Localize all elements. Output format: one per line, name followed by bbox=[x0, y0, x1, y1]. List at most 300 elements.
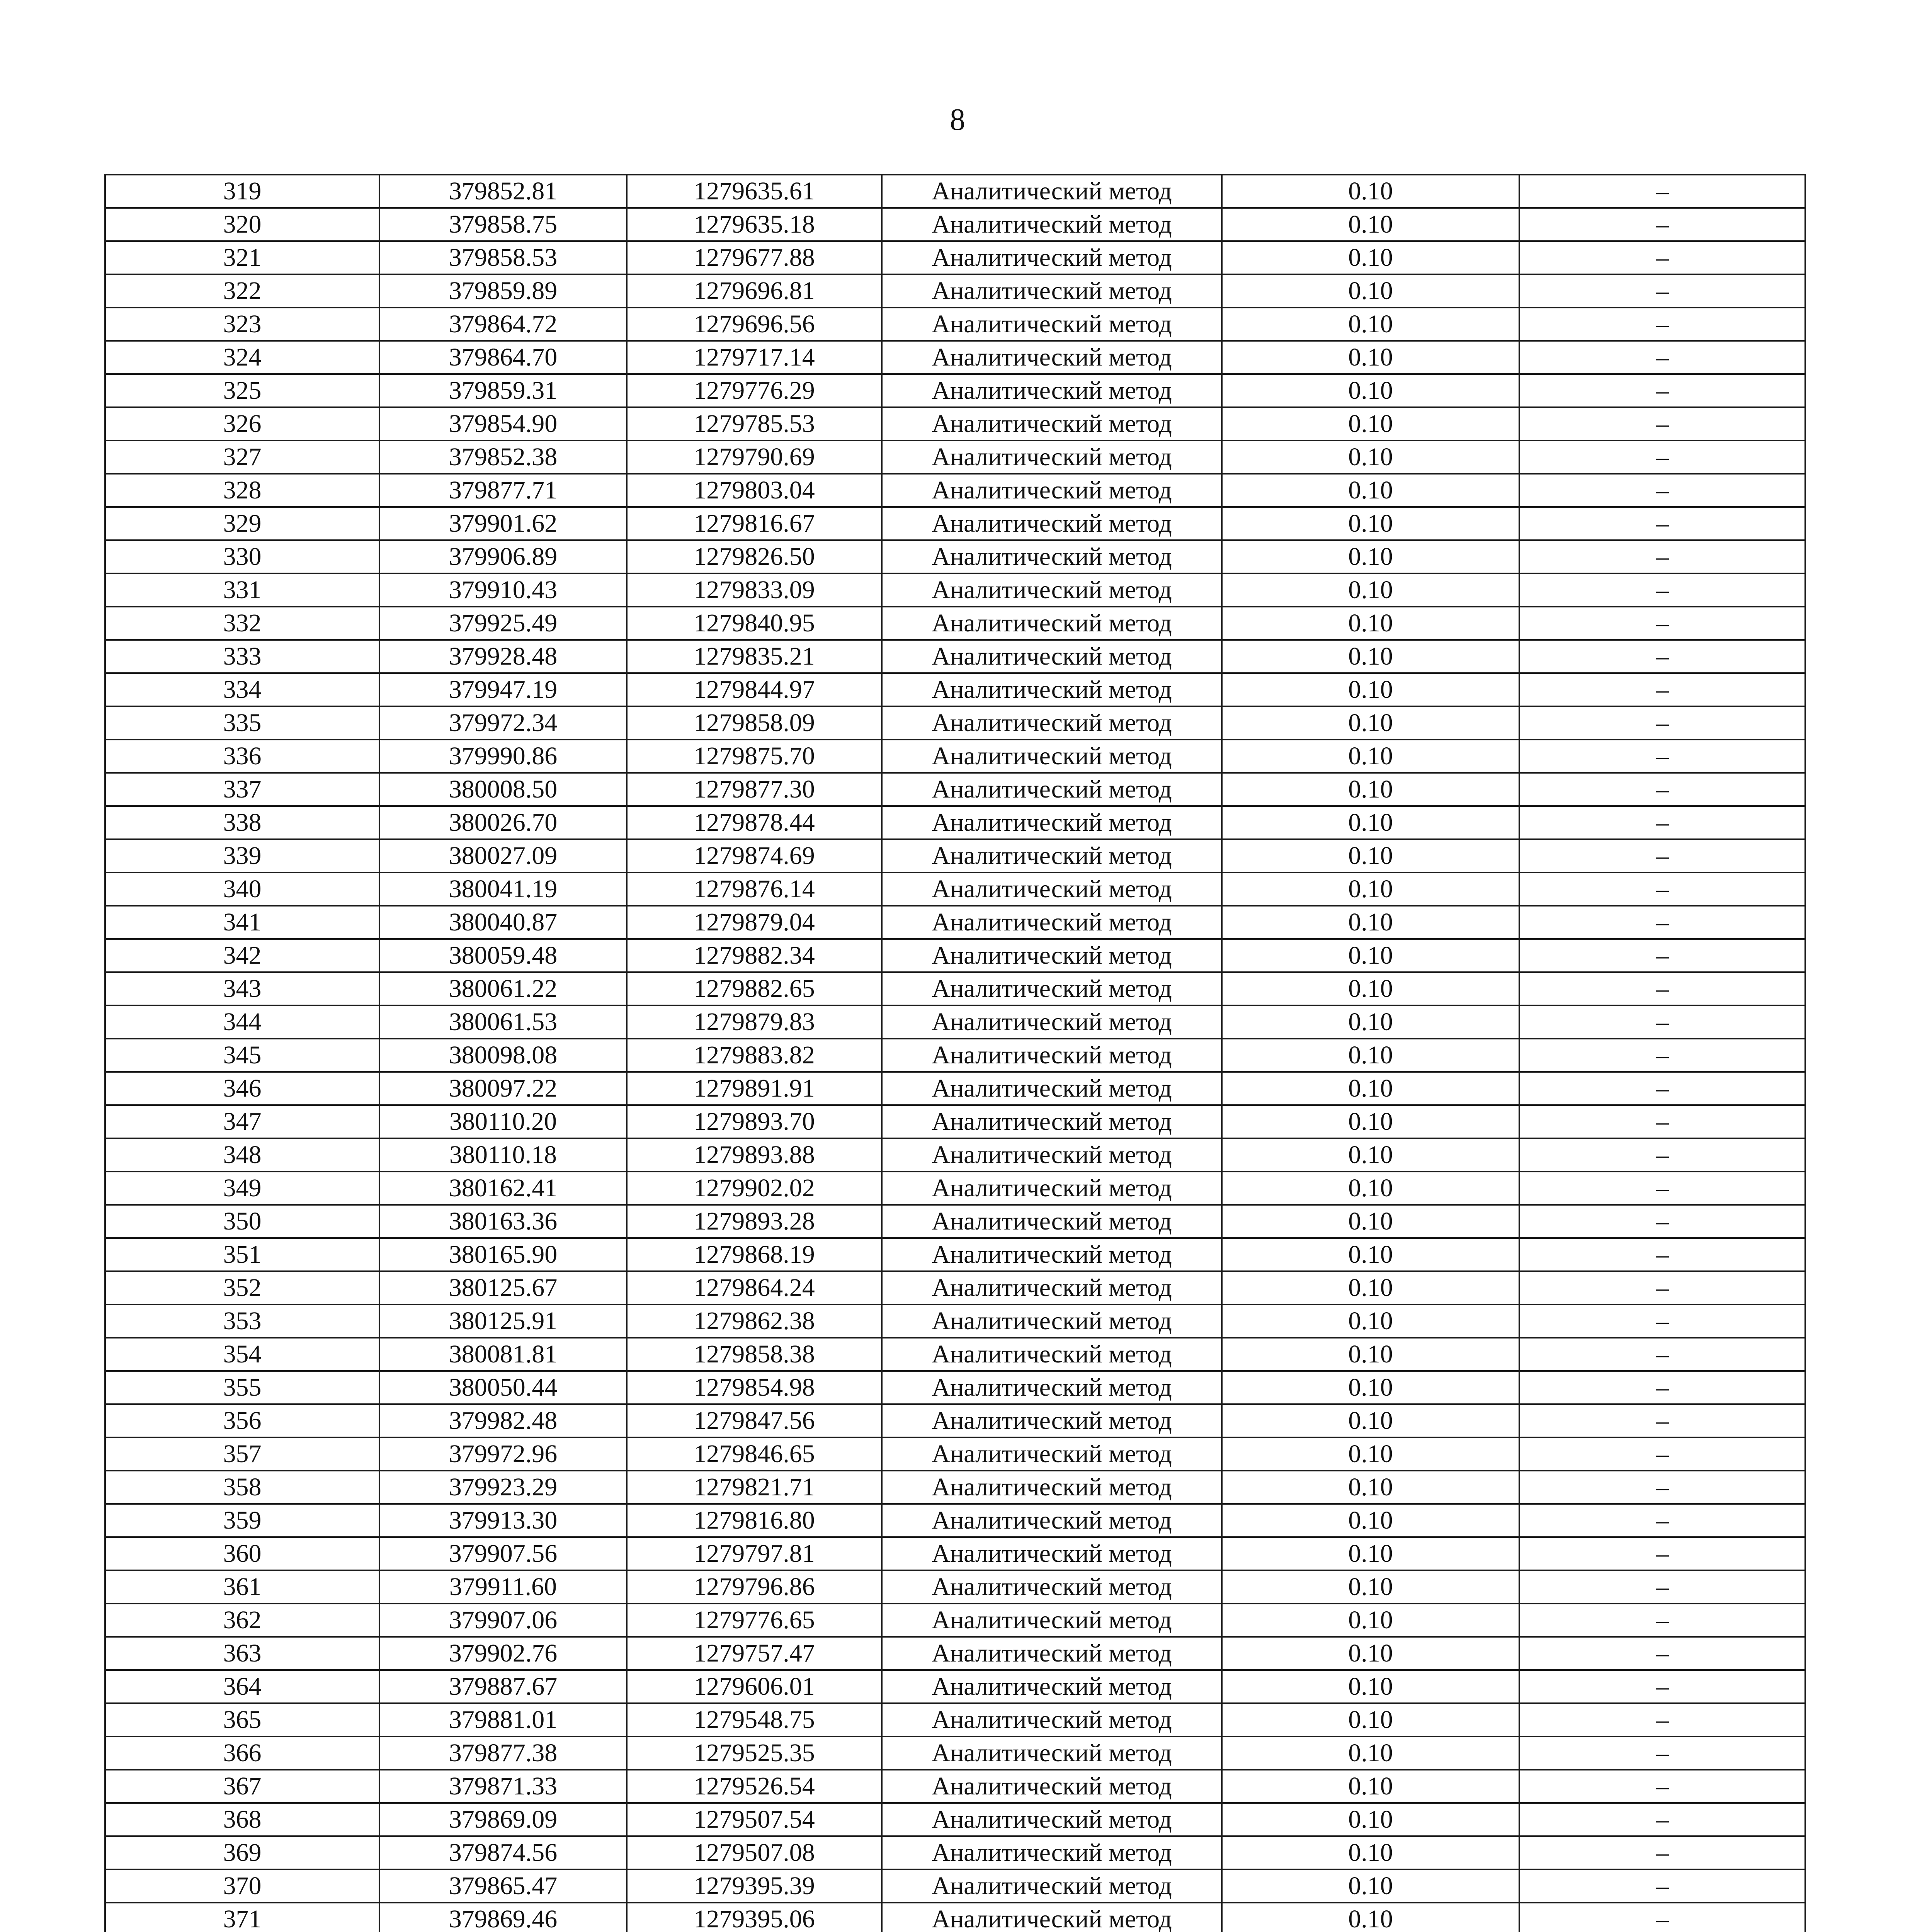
note-cell: – bbox=[1519, 1803, 1805, 1836]
x-coordinate-cell: 380163.36 bbox=[379, 1205, 627, 1238]
method-cell: Аналитический метод bbox=[882, 1836, 1222, 1869]
method-cell: Аналитический метод bbox=[882, 1039, 1222, 1072]
point-number-cell: 349 bbox=[105, 1172, 379, 1205]
point-number-cell: 331 bbox=[105, 573, 379, 607]
error-cell: 0.10 bbox=[1222, 607, 1519, 640]
error-cell: 0.10 bbox=[1222, 673, 1519, 706]
table-row bbox=[105, 1736, 1805, 1770]
method-cell: Аналитический метод bbox=[882, 308, 1222, 341]
error-cell: 0.10 bbox=[1222, 1172, 1519, 1205]
error-cell: 0.10 bbox=[1222, 1304, 1519, 1338]
method-cell: Аналитический метод bbox=[882, 1604, 1222, 1637]
x-coordinate-cell: 380125.67 bbox=[379, 1271, 627, 1304]
point-number-cell: 364 bbox=[105, 1670, 379, 1703]
point-number-cell: 345 bbox=[105, 1039, 379, 1072]
y-coordinate-cell: 1279840.95 bbox=[627, 607, 882, 640]
x-coordinate-cell: 380027.09 bbox=[379, 839, 627, 872]
method-cell: Аналитический метод bbox=[882, 1471, 1222, 1504]
x-coordinate-cell: 379913.30 bbox=[379, 1504, 627, 1537]
method-cell: Аналитический метод bbox=[882, 1304, 1222, 1338]
note-cell: – bbox=[1519, 1903, 1805, 1932]
point-number-cell: 323 bbox=[105, 308, 379, 341]
y-coordinate-cell: 1279893.70 bbox=[627, 1105, 882, 1138]
point-number-cell: 333 bbox=[105, 640, 379, 673]
x-coordinate-cell: 380162.41 bbox=[379, 1172, 627, 1205]
method-cell: Аналитический метод bbox=[882, 972, 1222, 1005]
x-coordinate-cell: 380061.53 bbox=[379, 1005, 627, 1039]
x-coordinate-cell: 379852.81 bbox=[379, 175, 627, 208]
y-coordinate-cell: 1279717.14 bbox=[627, 341, 882, 374]
y-coordinate-cell: 1279797.81 bbox=[627, 1537, 882, 1570]
note-cell: – bbox=[1519, 440, 1805, 474]
x-coordinate-cell: 379874.56 bbox=[379, 1836, 627, 1869]
method-cell: Аналитический метод bbox=[882, 740, 1222, 773]
error-cell: 0.10 bbox=[1222, 872, 1519, 906]
note-cell: – bbox=[1519, 1537, 1805, 1570]
y-coordinate-cell: 1279796.86 bbox=[627, 1570, 882, 1604]
method-cell: Аналитический метод bbox=[882, 939, 1222, 972]
table-row bbox=[105, 1371, 1805, 1404]
error-cell: 0.10 bbox=[1222, 1537, 1519, 1570]
point-number-cell: 355 bbox=[105, 1371, 379, 1404]
point-number-cell: 366 bbox=[105, 1736, 379, 1770]
method-cell: Аналитический метод bbox=[882, 274, 1222, 308]
error-cell: 0.10 bbox=[1222, 806, 1519, 839]
point-number-cell: 370 bbox=[105, 1869, 379, 1903]
y-coordinate-cell: 1279847.56 bbox=[627, 1404, 882, 1437]
point-number-cell: 322 bbox=[105, 274, 379, 308]
y-coordinate-cell: 1279879.04 bbox=[627, 906, 882, 939]
note-cell: – bbox=[1519, 540, 1805, 573]
x-coordinate-cell: 379907.06 bbox=[379, 1604, 627, 1637]
table-row bbox=[105, 939, 1805, 972]
note-cell: – bbox=[1519, 1338, 1805, 1371]
note-cell: – bbox=[1519, 308, 1805, 341]
table-row bbox=[105, 1039, 1805, 1072]
table-row bbox=[105, 540, 1805, 573]
y-coordinate-cell: 1279816.67 bbox=[627, 507, 882, 540]
point-number-cell: 338 bbox=[105, 806, 379, 839]
x-coordinate-cell: 379907.56 bbox=[379, 1537, 627, 1570]
x-coordinate-cell: 380081.81 bbox=[379, 1338, 627, 1371]
error-cell: 0.10 bbox=[1222, 706, 1519, 740]
method-cell: Аналитический метод bbox=[882, 1437, 1222, 1471]
note-cell: – bbox=[1519, 1404, 1805, 1437]
note-cell: – bbox=[1519, 1604, 1805, 1637]
table-row bbox=[105, 872, 1805, 906]
table-row bbox=[105, 972, 1805, 1005]
error-cell: 0.10 bbox=[1222, 1570, 1519, 1604]
method-cell: Аналитический метод bbox=[882, 1570, 1222, 1604]
table-row bbox=[105, 1138, 1805, 1172]
point-number-cell: 330 bbox=[105, 540, 379, 573]
note-cell: – bbox=[1519, 573, 1805, 607]
error-cell: 0.10 bbox=[1222, 1836, 1519, 1869]
table-row bbox=[105, 1537, 1805, 1570]
table-row bbox=[105, 706, 1805, 740]
point-number-cell: 320 bbox=[105, 208, 379, 241]
table-row bbox=[105, 1471, 1805, 1504]
y-coordinate-cell: 1279882.34 bbox=[627, 939, 882, 972]
note-cell: – bbox=[1519, 1836, 1805, 1869]
error-cell: 0.10 bbox=[1222, 241, 1519, 274]
method-cell: Аналитический метод bbox=[882, 1803, 1222, 1836]
y-coordinate-cell: 1279395.39 bbox=[627, 1869, 882, 1903]
point-number-cell: 341 bbox=[105, 906, 379, 939]
table-row bbox=[105, 1604, 1805, 1637]
error-cell: 0.10 bbox=[1222, 1371, 1519, 1404]
table-row bbox=[105, 1504, 1805, 1537]
table-row bbox=[105, 374, 1805, 407]
method-cell: Аналитический метод bbox=[882, 1869, 1222, 1903]
method-cell: Аналитический метод bbox=[882, 607, 1222, 640]
x-coordinate-cell: 380041.19 bbox=[379, 872, 627, 906]
error-cell: 0.10 bbox=[1222, 906, 1519, 939]
y-coordinate-cell: 1279877.30 bbox=[627, 773, 882, 806]
method-cell: Аналитический метод bbox=[882, 1770, 1222, 1803]
point-number-cell: 365 bbox=[105, 1703, 379, 1736]
table-row bbox=[105, 673, 1805, 706]
y-coordinate-cell: 1279876.14 bbox=[627, 872, 882, 906]
note-cell: – bbox=[1519, 1504, 1805, 1537]
method-cell: Аналитический метод bbox=[882, 806, 1222, 839]
y-coordinate-cell: 1279844.97 bbox=[627, 673, 882, 706]
table-row bbox=[105, 407, 1805, 440]
point-number-cell: 340 bbox=[105, 872, 379, 906]
error-cell: 0.10 bbox=[1222, 208, 1519, 241]
point-number-cell: 362 bbox=[105, 1604, 379, 1637]
note-cell: – bbox=[1519, 374, 1805, 407]
table-row bbox=[105, 573, 1805, 607]
method-cell: Аналитический метод bbox=[882, 872, 1222, 906]
error-cell: 0.10 bbox=[1222, 1869, 1519, 1903]
coordinates-table-body bbox=[105, 175, 1805, 1932]
note-cell: – bbox=[1519, 474, 1805, 507]
error-cell: 0.10 bbox=[1222, 1205, 1519, 1238]
method-cell: Аналитический метод bbox=[882, 1005, 1222, 1039]
note-cell: – bbox=[1519, 507, 1805, 540]
table-row bbox=[105, 740, 1805, 773]
y-coordinate-cell: 1279854.98 bbox=[627, 1371, 882, 1404]
error-cell: 0.10 bbox=[1222, 274, 1519, 308]
error-cell: 0.10 bbox=[1222, 540, 1519, 573]
note-cell: – bbox=[1519, 407, 1805, 440]
error-cell: 0.10 bbox=[1222, 1736, 1519, 1770]
method-cell: Аналитический метод bbox=[882, 241, 1222, 274]
error-cell: 0.10 bbox=[1222, 1437, 1519, 1471]
method-cell: Аналитический метод bbox=[882, 839, 1222, 872]
x-coordinate-cell: 379854.90 bbox=[379, 407, 627, 440]
note-cell: – bbox=[1519, 906, 1805, 939]
y-coordinate-cell: 1279862.38 bbox=[627, 1304, 882, 1338]
point-number-cell: 357 bbox=[105, 1437, 379, 1471]
method-cell: Аналитический метод bbox=[882, 1504, 1222, 1537]
note-cell: – bbox=[1519, 806, 1805, 839]
point-number-cell: 356 bbox=[105, 1404, 379, 1437]
point-number-cell: 335 bbox=[105, 706, 379, 740]
method-cell: Аналитический метод bbox=[882, 573, 1222, 607]
note-cell: – bbox=[1519, 972, 1805, 1005]
error-cell: 0.10 bbox=[1222, 1670, 1519, 1703]
point-number-cell: 334 bbox=[105, 673, 379, 706]
table-row bbox=[105, 1903, 1805, 1932]
point-number-cell: 354 bbox=[105, 1338, 379, 1371]
error-cell: 0.10 bbox=[1222, 939, 1519, 972]
method-cell: Аналитический метод bbox=[882, 906, 1222, 939]
table-row bbox=[105, 1238, 1805, 1271]
method-cell: Аналитический метод bbox=[882, 1903, 1222, 1932]
x-coordinate-cell: 379877.71 bbox=[379, 474, 627, 507]
point-number-cell: 337 bbox=[105, 773, 379, 806]
y-coordinate-cell: 1279776.65 bbox=[627, 1604, 882, 1637]
point-number-cell: 352 bbox=[105, 1271, 379, 1304]
y-coordinate-cell: 1279803.04 bbox=[627, 474, 882, 507]
y-coordinate-cell: 1279677.88 bbox=[627, 241, 882, 274]
error-cell: 0.10 bbox=[1222, 573, 1519, 607]
y-coordinate-cell: 1279868.19 bbox=[627, 1238, 882, 1271]
note-cell: – bbox=[1519, 274, 1805, 308]
error-cell: 0.10 bbox=[1222, 1338, 1519, 1371]
y-coordinate-cell: 1279882.65 bbox=[627, 972, 882, 1005]
note-cell: – bbox=[1519, 839, 1805, 872]
note-cell: – bbox=[1519, 607, 1805, 640]
table-row bbox=[105, 208, 1805, 241]
table-row bbox=[105, 1869, 1805, 1903]
note-cell: – bbox=[1519, 1238, 1805, 1271]
x-coordinate-cell: 380050.44 bbox=[379, 1371, 627, 1404]
method-cell: Аналитический метод bbox=[882, 773, 1222, 806]
note-cell: – bbox=[1519, 1770, 1805, 1803]
table-row bbox=[105, 839, 1805, 872]
x-coordinate-cell: 380110.20 bbox=[379, 1105, 627, 1138]
point-number-cell: 368 bbox=[105, 1803, 379, 1836]
table-row bbox=[105, 308, 1805, 341]
table-row bbox=[105, 906, 1805, 939]
x-coordinate-cell: 380097.22 bbox=[379, 1072, 627, 1105]
x-coordinate-cell: 379982.48 bbox=[379, 1404, 627, 1437]
point-number-cell: 342 bbox=[105, 939, 379, 972]
note-cell: – bbox=[1519, 1637, 1805, 1670]
note-cell: – bbox=[1519, 1072, 1805, 1105]
table-row bbox=[105, 440, 1805, 474]
note-cell: – bbox=[1519, 640, 1805, 673]
method-cell: Аналитический метод bbox=[882, 1637, 1222, 1670]
method-cell: Аналитический метод bbox=[882, 374, 1222, 407]
method-cell: Аналитический метод bbox=[882, 1736, 1222, 1770]
method-cell: Аналитический метод bbox=[882, 1371, 1222, 1404]
point-number-cell: 361 bbox=[105, 1570, 379, 1604]
table-row bbox=[105, 474, 1805, 507]
point-number-cell: 367 bbox=[105, 1770, 379, 1803]
x-coordinate-cell: 379990.86 bbox=[379, 740, 627, 773]
method-cell: Аналитический метод bbox=[882, 175, 1222, 208]
note-cell: – bbox=[1519, 1138, 1805, 1172]
note-cell: – bbox=[1519, 1172, 1805, 1205]
table-row bbox=[105, 241, 1805, 274]
point-number-cell: 325 bbox=[105, 374, 379, 407]
table-row bbox=[105, 806, 1805, 839]
error-cell: 0.10 bbox=[1222, 1105, 1519, 1138]
x-coordinate-cell: 380061.22 bbox=[379, 972, 627, 1005]
note-cell: – bbox=[1519, 1105, 1805, 1138]
y-coordinate-cell: 1279696.56 bbox=[627, 308, 882, 341]
table-row bbox=[105, 1637, 1805, 1670]
note-cell: – bbox=[1519, 1371, 1805, 1404]
y-coordinate-cell: 1279776.29 bbox=[627, 374, 882, 407]
x-coordinate-cell: 380026.70 bbox=[379, 806, 627, 839]
y-coordinate-cell: 1279635.61 bbox=[627, 175, 882, 208]
error-cell: 0.10 bbox=[1222, 1005, 1519, 1039]
error-cell: 0.10 bbox=[1222, 1072, 1519, 1105]
y-coordinate-cell: 1279757.47 bbox=[627, 1637, 882, 1670]
x-coordinate-cell: 379871.33 bbox=[379, 1770, 627, 1803]
table-row bbox=[105, 1005, 1805, 1039]
y-coordinate-cell: 1279883.82 bbox=[627, 1039, 882, 1072]
error-cell: 0.10 bbox=[1222, 1138, 1519, 1172]
y-coordinate-cell: 1279833.09 bbox=[627, 573, 882, 607]
y-coordinate-cell: 1279893.88 bbox=[627, 1138, 882, 1172]
method-cell: Аналитический метод bbox=[882, 640, 1222, 673]
x-coordinate-cell: 379859.31 bbox=[379, 374, 627, 407]
error-cell: 0.10 bbox=[1222, 1039, 1519, 1072]
y-coordinate-cell: 1279606.01 bbox=[627, 1670, 882, 1703]
note-cell: – bbox=[1519, 1271, 1805, 1304]
method-cell: Аналитический метод bbox=[882, 440, 1222, 474]
x-coordinate-cell: 379858.75 bbox=[379, 208, 627, 241]
table-row bbox=[105, 1172, 1805, 1205]
coordinates-table bbox=[104, 174, 1806, 1932]
method-cell: Аналитический метод bbox=[882, 673, 1222, 706]
error-cell: 0.10 bbox=[1222, 972, 1519, 1005]
y-coordinate-cell: 1279875.70 bbox=[627, 740, 882, 773]
x-coordinate-cell: 379906.89 bbox=[379, 540, 627, 573]
method-cell: Аналитический метод bbox=[882, 407, 1222, 440]
error-cell: 0.10 bbox=[1222, 407, 1519, 440]
y-coordinate-cell: 1279790.69 bbox=[627, 440, 882, 474]
error-cell: 0.10 bbox=[1222, 1803, 1519, 1836]
y-coordinate-cell: 1279507.54 bbox=[627, 1803, 882, 1836]
error-cell: 0.10 bbox=[1222, 839, 1519, 872]
error-cell: 0.10 bbox=[1222, 175, 1519, 208]
point-number-cell: 351 bbox=[105, 1238, 379, 1271]
error-cell: 0.10 bbox=[1222, 1637, 1519, 1670]
x-coordinate-cell: 379881.01 bbox=[379, 1703, 627, 1736]
point-number-cell: 339 bbox=[105, 839, 379, 872]
table-row bbox=[105, 1703, 1805, 1736]
table-row bbox=[105, 341, 1805, 374]
y-coordinate-cell: 1279864.24 bbox=[627, 1271, 882, 1304]
y-coordinate-cell: 1279696.81 bbox=[627, 274, 882, 308]
note-cell: – bbox=[1519, 706, 1805, 740]
table-row bbox=[105, 773, 1805, 806]
table-row bbox=[105, 1338, 1805, 1371]
x-coordinate-cell: 380059.48 bbox=[379, 939, 627, 972]
point-number-cell: 319 bbox=[105, 175, 379, 208]
error-cell: 0.10 bbox=[1222, 773, 1519, 806]
y-coordinate-cell: 1279878.44 bbox=[627, 806, 882, 839]
error-cell: 0.10 bbox=[1222, 1404, 1519, 1437]
method-cell: Аналитический метод bbox=[882, 1404, 1222, 1437]
x-coordinate-cell: 379911.60 bbox=[379, 1570, 627, 1604]
method-cell: Аналитический метод bbox=[882, 1138, 1222, 1172]
table-row bbox=[105, 1271, 1805, 1304]
x-coordinate-cell: 379865.47 bbox=[379, 1869, 627, 1903]
error-cell: 0.10 bbox=[1222, 1238, 1519, 1271]
table-row bbox=[105, 1803, 1805, 1836]
note-cell: – bbox=[1519, 1736, 1805, 1770]
x-coordinate-cell: 380008.50 bbox=[379, 773, 627, 806]
y-coordinate-cell: 1279526.54 bbox=[627, 1770, 882, 1803]
note-cell: – bbox=[1519, 1304, 1805, 1338]
table-row bbox=[105, 1304, 1805, 1338]
x-coordinate-cell: 379852.38 bbox=[379, 440, 627, 474]
x-coordinate-cell: 380040.87 bbox=[379, 906, 627, 939]
error-cell: 0.10 bbox=[1222, 740, 1519, 773]
point-number-cell: 346 bbox=[105, 1072, 379, 1105]
table-row bbox=[105, 1770, 1805, 1803]
x-coordinate-cell: 379901.62 bbox=[379, 507, 627, 540]
y-coordinate-cell: 1279893.28 bbox=[627, 1205, 882, 1238]
y-coordinate-cell: 1279507.08 bbox=[627, 1836, 882, 1869]
point-number-cell: 363 bbox=[105, 1637, 379, 1670]
table-row bbox=[105, 1072, 1805, 1105]
point-number-cell: 359 bbox=[105, 1504, 379, 1537]
note-cell: – bbox=[1519, 1703, 1805, 1736]
method-cell: Аналитический метод bbox=[882, 208, 1222, 241]
x-coordinate-cell: 380110.18 bbox=[379, 1138, 627, 1172]
x-coordinate-cell: 379859.89 bbox=[379, 274, 627, 308]
error-cell: 0.10 bbox=[1222, 341, 1519, 374]
error-cell: 0.10 bbox=[1222, 1703, 1519, 1736]
x-coordinate-cell: 379864.72 bbox=[379, 308, 627, 341]
table-row bbox=[105, 1670, 1805, 1703]
error-cell: 0.10 bbox=[1222, 1471, 1519, 1504]
y-coordinate-cell: 1279879.83 bbox=[627, 1005, 882, 1039]
x-coordinate-cell: 379947.19 bbox=[379, 673, 627, 706]
method-cell: Аналитический метод bbox=[882, 1670, 1222, 1703]
note-cell: – bbox=[1519, 208, 1805, 241]
method-cell: Аналитический метод bbox=[882, 1105, 1222, 1138]
y-coordinate-cell: 1279548.75 bbox=[627, 1703, 882, 1736]
table-row bbox=[105, 1205, 1805, 1238]
method-cell: Аналитический метод bbox=[882, 341, 1222, 374]
error-cell: 0.10 bbox=[1222, 1604, 1519, 1637]
y-coordinate-cell: 1279846.65 bbox=[627, 1437, 882, 1471]
error-cell: 0.10 bbox=[1222, 507, 1519, 540]
note-cell: – bbox=[1519, 1471, 1805, 1504]
table-row bbox=[105, 607, 1805, 640]
y-coordinate-cell: 1279826.50 bbox=[627, 540, 882, 573]
error-cell: 0.10 bbox=[1222, 1271, 1519, 1304]
note-cell: – bbox=[1519, 1005, 1805, 1039]
point-number-cell: 332 bbox=[105, 607, 379, 640]
point-number-cell: 324 bbox=[105, 341, 379, 374]
method-cell: Аналитический метод bbox=[882, 1172, 1222, 1205]
x-coordinate-cell: 379877.38 bbox=[379, 1736, 627, 1770]
point-number-cell: 347 bbox=[105, 1105, 379, 1138]
error-cell: 0.10 bbox=[1222, 640, 1519, 673]
y-coordinate-cell: 1279902.02 bbox=[627, 1172, 882, 1205]
x-coordinate-cell: 379887.67 bbox=[379, 1670, 627, 1703]
table-row bbox=[105, 1836, 1805, 1869]
x-coordinate-cell: 380098.08 bbox=[379, 1039, 627, 1072]
y-coordinate-cell: 1279395.06 bbox=[627, 1903, 882, 1932]
x-coordinate-cell: 379869.46 bbox=[379, 1903, 627, 1932]
error-cell: 0.10 bbox=[1222, 1770, 1519, 1803]
point-number-cell: 350 bbox=[105, 1205, 379, 1238]
note-cell: – bbox=[1519, 1570, 1805, 1604]
x-coordinate-cell: 379928.48 bbox=[379, 640, 627, 673]
